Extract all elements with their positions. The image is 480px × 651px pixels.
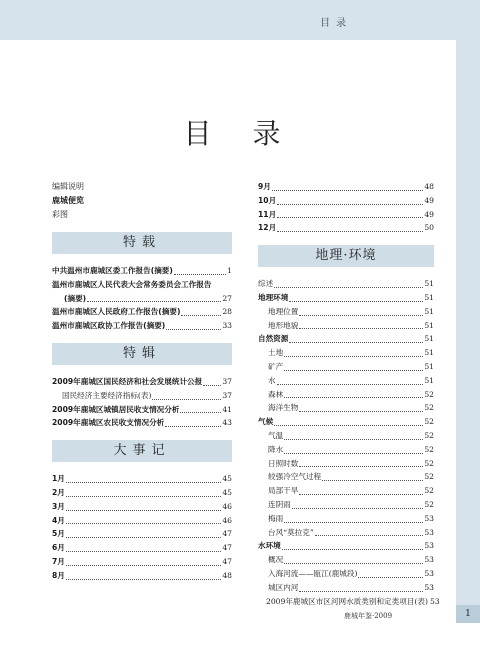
toc-entry-label: 温州市鹿城区人民政府工作报告(摘要) xyxy=(52,307,181,317)
dot-leader xyxy=(299,591,423,592)
toc-entry[interactable] xyxy=(258,360,434,374)
toc-entry[interactable] xyxy=(52,541,232,555)
toc-entry[interactable] xyxy=(258,553,434,567)
toc-right-column xyxy=(258,180,440,608)
dot-leader xyxy=(174,274,226,275)
section-heading-special-edition: 特辑 xyxy=(52,343,232,365)
toc-entry-label: 地理位置 xyxy=(268,306,299,316)
dot-leader xyxy=(292,508,424,509)
toc-entry[interactable] xyxy=(258,291,434,305)
toc-entry-label: 地理环境 xyxy=(258,292,289,302)
toc-entry-label: 地形地貌 xyxy=(268,320,299,330)
toc-entry[interactable] xyxy=(258,470,434,484)
toc-entry-label: 国民经济主要经济指标(表) xyxy=(62,390,152,400)
toc-entry[interactable] xyxy=(258,429,434,443)
toc-entry[interactable] xyxy=(52,389,232,403)
dot-leader xyxy=(66,496,221,497)
toc-entry-label: 1月 xyxy=(52,474,65,484)
dot-leader xyxy=(277,204,423,205)
toc-entry[interactable] xyxy=(258,457,434,471)
toc-entry[interactable] xyxy=(52,375,232,389)
running-title: 目录 xyxy=(320,18,352,29)
toc-entry-label: 入海河流——瓯江(鹿城段) xyxy=(268,568,358,578)
dot-leader xyxy=(66,579,221,580)
toc-entry-label: 7月 xyxy=(52,556,65,566)
toc-entry-page: 53 xyxy=(429,596,440,606)
toc-entry[interactable] xyxy=(258,346,434,360)
toc-entry-page: 49 xyxy=(424,195,434,205)
toc-entry-page: 1 xyxy=(227,266,232,275)
toc-entry-page: 52 xyxy=(424,403,434,413)
toc-entry-page: 51 xyxy=(424,279,434,289)
toc-entry-page: 46 xyxy=(222,501,232,511)
dot-leader xyxy=(284,522,423,523)
toc-entry-label: 海洋生物 xyxy=(268,403,299,413)
front-matter-item[interactable]: 彩图 xyxy=(52,210,68,219)
toc-left-column xyxy=(52,180,232,583)
dot-leader xyxy=(277,217,423,218)
toc-entry-page: 52 xyxy=(424,472,434,482)
toc-entry-label: 9月 xyxy=(258,182,271,191)
toc-entry[interactable] xyxy=(258,401,434,415)
toc-entry-label: 2009年鹿城区市区河网水质类别和定类项目(表) xyxy=(266,596,428,606)
toc-entry-page: 52 xyxy=(424,499,434,509)
dot-leader xyxy=(181,315,221,316)
toc-entry-page: 51 xyxy=(424,306,434,316)
toc-entry-page: 51 xyxy=(424,348,434,358)
toc-entry-label: 土地 xyxy=(268,348,284,358)
toc-entry-page: 51 xyxy=(424,375,434,385)
toc-entry-page: 28 xyxy=(222,307,232,317)
toc-entry-page: 53 xyxy=(424,568,434,578)
toc-entry-page: 52 xyxy=(424,430,434,440)
toc-entry-label: 2009年鹿城区城镇居民收支情况分析 xyxy=(52,404,180,414)
dot-leader xyxy=(284,356,423,357)
toc-entry[interactable] xyxy=(258,595,440,609)
dot-leader xyxy=(282,549,424,550)
toc-entry[interactable] xyxy=(52,514,232,528)
dot-leader xyxy=(299,466,423,467)
dot-leader xyxy=(358,577,423,578)
toc-entry-page: 50 xyxy=(424,223,434,233)
toc-entry-page: 48 xyxy=(424,182,434,191)
toc-entry-label: 台风“莫拉克” xyxy=(268,527,314,537)
toc-entry-label: 综述 xyxy=(258,279,274,289)
toc-entry-label: 温州市鹿城区人民代表大会常务委员会工作报告 xyxy=(52,279,212,289)
toc-entry-page: 43 xyxy=(222,418,232,428)
dot-leader xyxy=(66,565,221,566)
header-band xyxy=(0,0,480,40)
toc-entry-page: 52 xyxy=(424,486,434,496)
toc-entry[interactable] xyxy=(258,443,434,457)
toc-entry[interactable] xyxy=(258,526,434,540)
toc-entry-page: 51 xyxy=(424,361,434,371)
toc-entry-label: 局部干旱 xyxy=(268,486,299,496)
toc-entry[interactable] xyxy=(52,527,232,541)
toc-entry[interactable] xyxy=(52,305,232,319)
toc-list-chronicle xyxy=(52,472,232,582)
toc-entry-label: (摘要) xyxy=(64,293,87,303)
dot-leader xyxy=(152,399,221,400)
toc-entry-label: 11月 xyxy=(258,209,277,219)
toc-entry[interactable] xyxy=(258,512,434,526)
toc-entry-label: 2009年鹿城区国民经济和社会发展统计公报 xyxy=(52,376,203,386)
toc-entry-label: 降水 xyxy=(268,444,284,454)
dot-leader xyxy=(165,426,221,427)
front-matter-item[interactable]: 鹿城便览 xyxy=(52,196,84,205)
dot-leader xyxy=(277,231,423,232)
toc-entry-label: 城区内河 xyxy=(268,582,299,592)
toc-entry-page: 48 xyxy=(222,570,232,580)
toc-entry-label: 6月 xyxy=(52,543,65,553)
toc-entry-label: 概况 xyxy=(268,555,284,565)
dot-leader xyxy=(66,482,221,483)
dot-leader xyxy=(66,551,221,552)
toc-entry-label: 8月 xyxy=(52,570,65,580)
toc-entry[interactable] xyxy=(52,555,232,569)
toc-entry-label: 自然资源 xyxy=(258,334,289,344)
dot-leader xyxy=(87,301,221,302)
toc-entry-page: 53 xyxy=(424,582,434,592)
dot-leader xyxy=(274,287,423,288)
front-matter-list xyxy=(52,180,232,222)
toc-entry[interactable] xyxy=(258,221,434,235)
dot-leader xyxy=(284,397,423,398)
toc-entry-page: 27 xyxy=(222,293,232,303)
toc-entry[interactable] xyxy=(258,305,434,319)
toc-entry-page: 51 xyxy=(424,320,434,330)
toc-entry[interactable] xyxy=(258,539,434,553)
toc-entry-label: 中共温州市鹿城区委工作报告(摘要) xyxy=(52,266,173,275)
toc-entry[interactable] xyxy=(52,569,232,583)
dot-leader xyxy=(66,510,221,511)
toc-entry[interactable] xyxy=(258,194,434,208)
dot-leader xyxy=(289,342,423,343)
toc-entry[interactable] xyxy=(258,388,434,402)
toc-entry-page: 47 xyxy=(222,529,232,539)
toc-entry[interactable] xyxy=(52,500,232,514)
toc-entry[interactable] xyxy=(258,415,434,429)
toc-entry-page: 49 xyxy=(424,209,434,219)
toc-entry-page: 53 xyxy=(424,555,434,565)
toc-entry-page: 53 xyxy=(424,513,434,523)
toc-entry[interactable] xyxy=(258,567,434,581)
toc-entry-label: 日照时数 xyxy=(268,458,299,468)
toc-list-special-report xyxy=(52,264,232,333)
toc-entry[interactable] xyxy=(52,319,232,333)
toc-entry[interactable] xyxy=(258,319,434,333)
toc-entry[interactable] xyxy=(52,403,232,417)
toc-entry[interactable] xyxy=(258,374,434,388)
toc-entry[interactable] xyxy=(258,277,434,291)
toc-entry-label: 5月 xyxy=(52,529,65,539)
toc-entry-label: 矿产 xyxy=(268,361,284,371)
dot-leader xyxy=(166,329,221,330)
dot-leader xyxy=(277,384,424,385)
toc-entry-label: 梅雨 xyxy=(268,513,284,523)
toc-entry-label: 温州市鹿城区政协工作报告(摘要) xyxy=(52,321,166,331)
dot-leader xyxy=(322,480,423,481)
toc-entry-page: 45 xyxy=(222,474,232,484)
toc-entry-label: 连阴雨 xyxy=(268,499,291,509)
toc-entry[interactable] xyxy=(258,498,434,512)
dot-leader xyxy=(284,453,423,454)
dot-leader xyxy=(315,535,424,536)
toc-entry-page: 51 xyxy=(424,292,434,302)
toc-list-special-edition xyxy=(52,375,232,430)
dot-leader xyxy=(299,411,423,412)
dot-leader xyxy=(66,537,221,538)
toc-entry[interactable] xyxy=(258,581,434,595)
toc-entry[interactable] xyxy=(52,278,232,292)
toc-entry[interactable] xyxy=(52,486,232,500)
toc-entry-page: 51 xyxy=(424,334,434,344)
toc-entry[interactable] xyxy=(258,208,434,222)
toc-entry[interactable] xyxy=(52,472,232,486)
dot-leader xyxy=(180,412,221,413)
dot-leader xyxy=(284,563,423,564)
toc-entry-page: 37 xyxy=(222,390,232,400)
dot-leader xyxy=(299,494,423,495)
toc-entry-label: 3月 xyxy=(52,501,65,511)
toc-entry-label: 2月 xyxy=(52,487,65,497)
dot-leader xyxy=(284,439,423,440)
toc-entry[interactable] xyxy=(258,484,434,498)
dot-leader xyxy=(274,425,423,426)
front-matter-item[interactable]: 编辑说明 xyxy=(52,182,84,191)
toc-entry-label: 4月 xyxy=(52,515,65,525)
toc-entry[interactable] xyxy=(258,332,434,346)
toc-entry[interactable] xyxy=(52,416,232,430)
section-heading-geography: 地理·环境 xyxy=(258,245,434,267)
toc-entry[interactable] xyxy=(52,292,232,306)
dot-leader xyxy=(284,370,423,371)
dot-leader xyxy=(272,190,423,191)
toc-entry-page: 33 xyxy=(222,321,232,331)
toc-entry-page: 53 xyxy=(424,527,434,537)
toc-entry-page: 53 xyxy=(424,541,434,551)
section-heading-chronicle: 大事记 xyxy=(52,440,232,462)
toc-entry-page: 47 xyxy=(222,543,232,553)
dot-leader xyxy=(203,385,221,386)
toc-entry-page: 37 xyxy=(222,376,232,386)
toc-entry-label: 森林 xyxy=(268,389,284,399)
toc-list-chronicle-continued xyxy=(258,180,434,235)
toc-entry-label: 较强冷空气过程 xyxy=(268,472,322,482)
toc-entry-label: 2009年鹿城区农民收支情况分析 xyxy=(52,418,165,428)
toc-entry-page: 52 xyxy=(424,444,434,454)
toc-entry-label: 水 xyxy=(268,375,276,385)
toc-entry-label: 气候 xyxy=(258,417,274,427)
toc-entry-page: 41 xyxy=(222,404,232,414)
dot-leader xyxy=(66,523,221,524)
dot-leader xyxy=(299,315,423,316)
toc-entry-page: 45 xyxy=(222,487,232,497)
toc-entry-label: 10月 xyxy=(258,195,277,205)
toc-entry[interactable] xyxy=(52,264,232,278)
section-heading-special-report: 特载 xyxy=(52,232,232,254)
toc-entry[interactable] xyxy=(258,180,434,194)
toc-entry-label: 气温 xyxy=(268,430,284,440)
toc-entry-page: 47 xyxy=(222,556,232,566)
toc-entry-page: 52 xyxy=(424,417,434,427)
toc-entry-label: 12月 xyxy=(258,223,277,233)
toc-entry-page: 46 xyxy=(222,515,232,525)
toc-entry-page: 52 xyxy=(424,389,434,399)
dot-leader xyxy=(289,301,423,302)
toc-entry-label: 水环境 xyxy=(258,541,281,551)
toc-entry-page: 52 xyxy=(424,458,434,468)
dot-leader xyxy=(299,328,423,329)
footer-text: 鹿城年鉴·2009 xyxy=(344,612,393,620)
toc-list-geography xyxy=(258,277,440,608)
page-title: 目 录 xyxy=(183,117,297,150)
page-number: 1 xyxy=(456,605,480,623)
